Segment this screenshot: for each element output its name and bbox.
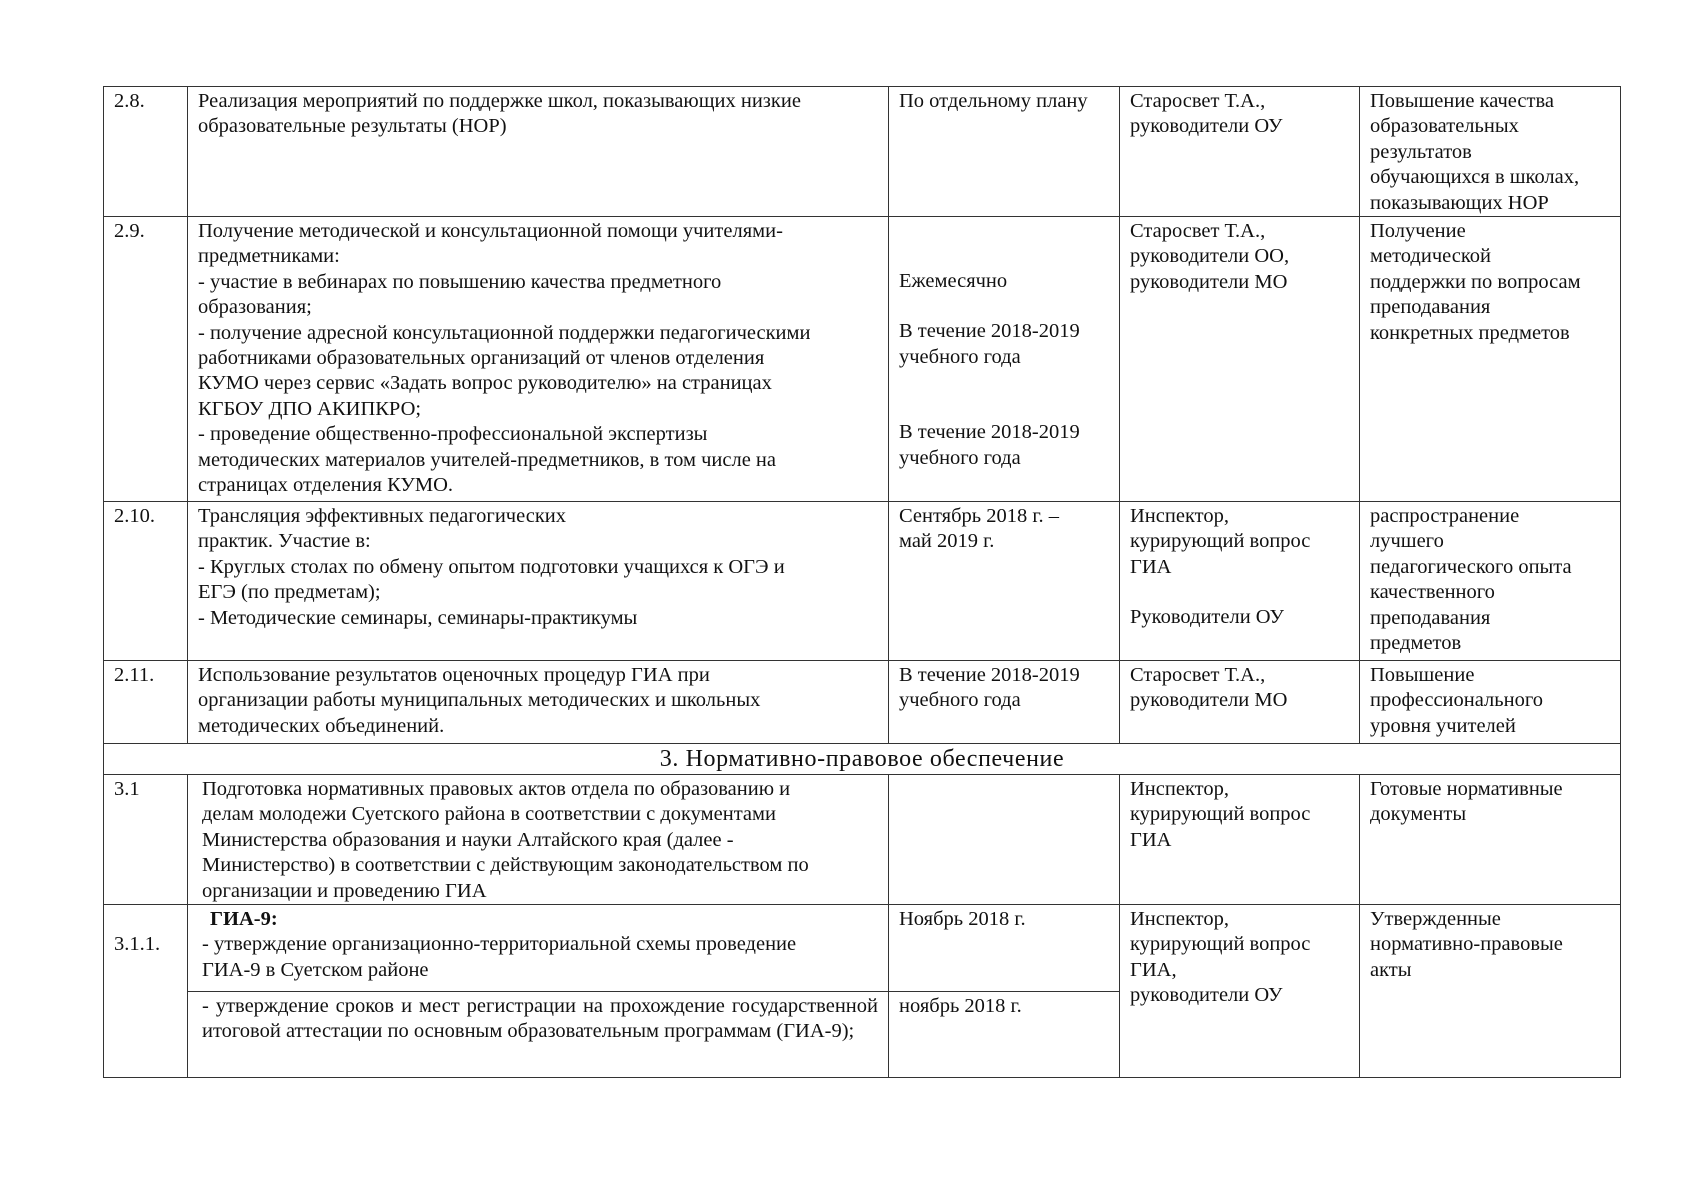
row-number: 3.1.1. xyxy=(104,905,188,1078)
table-row xyxy=(104,217,1621,502)
term-cell: ноябрь 2018 г. xyxy=(889,992,1120,1078)
table-row xyxy=(104,661,1621,744)
result-cell: Готовые нормативные документы xyxy=(1360,775,1621,905)
event-cell: Подготовка нормативных правовых актов отдела по образованию и делам молодежи Суетского района в соответствии с документами Министерства образования и науки Алтайского края (далее - Министерство) в соответствии с действующим законодательством по организации и проведению ГИА xyxy=(188,775,889,905)
term-cell xyxy=(889,775,1120,905)
subsection-title: ГИА-9: xyxy=(210,908,278,931)
row-number: 3.1 xyxy=(104,775,188,905)
event-cell: Трансляция эффективных педагогических практик. Участие в: - Круглых столах по обмену опытом подготовки учащихся к ОГЭ и ЕГЭ (по предметам); - Методические семинары, семинары-практикумы xyxy=(188,502,889,661)
table-row xyxy=(104,905,1621,992)
row-number: 2.11. xyxy=(104,661,188,744)
responsible-cell: Старосвет Т.А., руководители МО xyxy=(1120,661,1360,744)
event-cell: Получение методической и консультационной помощи учителями- предметниками: - участие в вебинарах по повышению качества предметного образования; - получение адресной консультационной поддержки педагогическими работниками образовательных организаций от членов отделения КУМО через сервис «Задать вопрос руководителю» на страницах КГБОУ ДПО АКИПКРО; - проведение общественно-профессиональной экспертизы методических материалов учителей-предметников, в том числе на страницах отделения КУМО. xyxy=(188,217,889,502)
responsible-cell: Старосвет Т.А., руководители ОУ xyxy=(1120,87,1360,217)
row-number: 2.8. xyxy=(104,87,188,217)
responsible-cell: Старосвет Т.А., руководители ОО, руководители МО xyxy=(1120,217,1360,502)
event-cell: Реализация мероприятий по поддержке школ, показывающих низкие образовательные результаты (НОР) xyxy=(188,87,889,217)
term-cell: По отдельному плану xyxy=(889,87,1120,217)
section-heading: 3. Нормативно-правовое обеспечение xyxy=(104,744,1621,775)
term-cell: Ноябрь 2018 г. xyxy=(889,905,1120,992)
row-number: 2.9. xyxy=(104,217,188,502)
table-row xyxy=(104,502,1621,661)
term-cell: Ежемесячно В течение 2018-2019 учебного года В течение 2018-2019 учебного года xyxy=(889,217,1120,502)
result-cell: Утвержденные нормативно-правовые акты xyxy=(1360,905,1621,1078)
row-number: 2.10. xyxy=(104,502,188,661)
event-cell: - утверждение сроков и мест регистрации на прохождение государственной итоговой аттестации по основным образовательным программам (ГИА-9); xyxy=(188,992,889,1078)
responsible-cell: Инспектор, курирующий вопрос ГИА Руководители ОУ xyxy=(1120,502,1360,661)
plan-table xyxy=(103,86,1621,1078)
result-cell: Повышение профессионального уровня учителей xyxy=(1360,661,1621,744)
result-cell: Повышение качества образовательных результатов обучающихся в школах, показывающих НОР xyxy=(1360,87,1621,217)
responsible-cell: Инспектор, курирующий вопрос ГИА, руководители ОУ xyxy=(1120,905,1360,1078)
term-cell: Сентябрь 2018 г. – май 2019 г. xyxy=(889,502,1120,661)
responsible-cell: Инспектор, курирующий вопрос ГИА xyxy=(1120,775,1360,905)
term-cell: В течение 2018-2019 учебного года xyxy=(889,661,1120,744)
result-cell: распространение лучшего педагогического опыта качественного преподавания предметов xyxy=(1360,502,1621,661)
section-heading-row xyxy=(104,744,1621,775)
event-cell: ГИА-9: - утверждение организационно-территориальной схемы проведение ГИА-9 в Суетском районе xyxy=(188,905,889,992)
result-cell: Получение методической поддержки по вопросам преподавания конкретных предметов xyxy=(1360,217,1621,502)
event-cell: Использование результатов оценочных процедур ГИА при организации работы муниципальных методических и школьных методических объединений. xyxy=(188,661,889,744)
table-row xyxy=(104,775,1621,905)
table-row xyxy=(104,87,1621,217)
